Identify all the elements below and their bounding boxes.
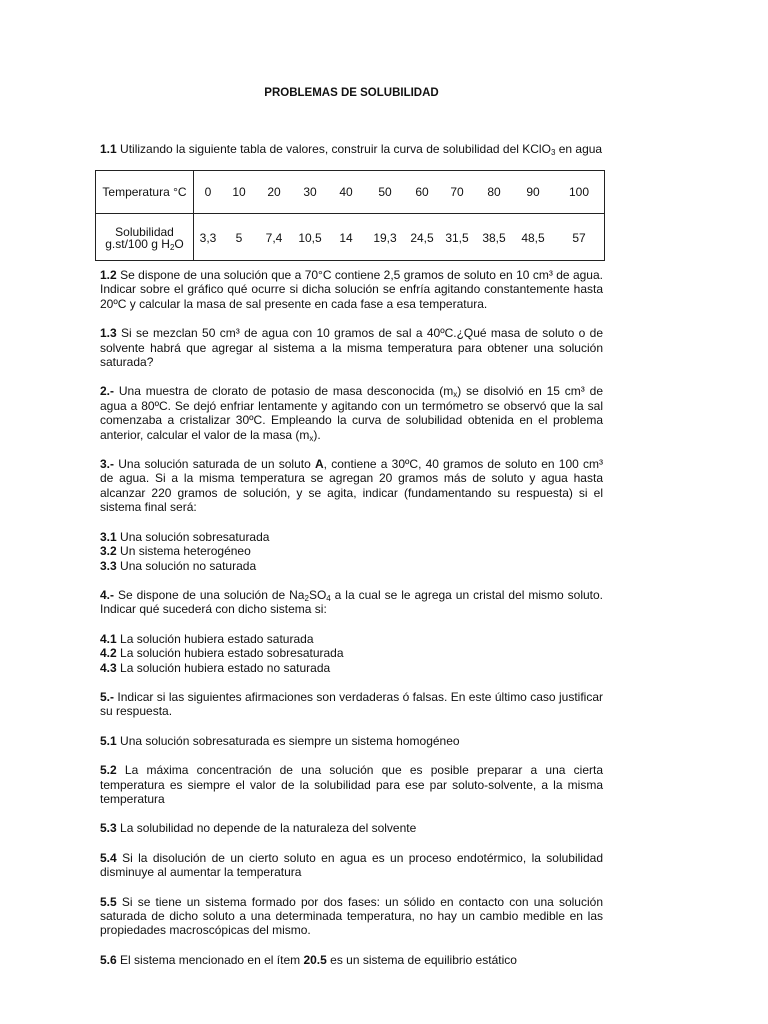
- item-text: La solución hubiera estado saturada: [120, 631, 314, 646]
- table-cell: 80: [476, 171, 512, 214]
- table-cell: 90: [512, 171, 554, 214]
- statement-5-1: [100, 734, 603, 748]
- subscript: 3: [550, 148, 556, 157]
- table-cell: 0: [194, 171, 223, 214]
- table-header-temperature: Temperatura °C: [96, 171, 194, 214]
- item-text: El sistema mencionado en el ítem: [120, 952, 304, 967]
- table-cell: 60: [406, 171, 438, 214]
- problem-4-options: [100, 632, 603, 675]
- header-line-1: Solubilidad: [115, 225, 174, 239]
- table-cell: 3,3: [194, 214, 223, 261]
- table-row-temperature: [96, 171, 605, 214]
- problem-text-tail: en agua: [555, 142, 603, 156]
- item-text: Una solución no saturada: [120, 558, 257, 573]
- table-cell: 7,4: [256, 214, 292, 261]
- table-cell: 14: [328, 214, 364, 261]
- item-text: La máxima concentración de una solución que es posible preparar a una cierta temperatura es siempre el valor de la solubilidad para ese par soluto-solvente, a la misma temperatura: [100, 763, 603, 806]
- table-cell: 48,5: [512, 214, 554, 261]
- statement-5-3: [100, 821, 603, 835]
- problem-text: Si se mezclan 50 cm³ de agua con 10 gramos de sal a 40ºC.¿Qué masa de soluto o de solvente habrá que agregar al sistema a la misma temperatura para obtener una solución saturada?: [100, 326, 603, 370]
- problem-text: Se dispone de una solución que a 70°C contiene 2,5 gramos de soluto en 10 cm³ de agua. Indicar sobre el gráfico qué ocurre si dicha solución se enfría agitando constantemente hasta 20ºC y calcular la masa de sal presente en cada fase a esa temperatura.: [100, 268, 603, 311]
- problem-number: 5.-: [100, 689, 115, 704]
- problem-text: SO: [308, 587, 327, 602]
- table-cell: 38,5: [476, 214, 512, 261]
- item-number: 4.2: [100, 646, 117, 661]
- table-cell: 50: [364, 171, 406, 214]
- item-number: 3.2: [100, 544, 117, 559]
- item-text: Una solución sobresaturada: [120, 529, 270, 544]
- item-text: Una solución sobresaturada es siempre un sistema homogéneo: [120, 733, 460, 748]
- problem-1-2: [100, 268, 603, 311]
- item-text: Si la disolución de un cierto soluto en agua es un proceso endotérmico, la solubilidad disminuye al aumentar la temperatura: [100, 850, 603, 880]
- problem-3-options: [100, 530, 603, 573]
- problem-1-1: [100, 142, 603, 156]
- item-number: 5.1: [100, 733, 117, 748]
- table-cell: 40: [328, 171, 364, 214]
- problem-text: Una solución saturada de un soluto: [114, 457, 315, 472]
- table-cell: 5: [222, 214, 256, 261]
- problem-text: Utilizando la siguiente tabla de valores, construir la curva de solubilidad del KClO: [120, 142, 551, 156]
- problem-text: Se dispone de una solución de Na: [114, 587, 305, 602]
- item-text: es un sistema de equilibrio estático: [326, 952, 517, 967]
- problem-2: [100, 384, 603, 442]
- subscript: 2: [169, 243, 175, 252]
- subscript: 4: [326, 593, 331, 603]
- problem-number: 4.-: [100, 587, 115, 602]
- problem-text: ) se disolvió en 15 cm³ de agua a 80ºC. Se dejó enfriar lentamente y agitando con un termómetro se observó que la sal comenzaba a cristalizar 30ºC. Empleando la curva de solubilidad obtenida en el problema anterior, calcular el valor de la masa (m: [100, 384, 603, 442]
- problem-number: 3.-: [100, 457, 115, 472]
- table-cell: 10: [222, 171, 256, 214]
- table-row-solubility: [96, 214, 605, 261]
- item-text: La solución hubiera estado sobresaturada: [120, 646, 344, 661]
- problem-text: Una muestra de clorato de potasio de masa desconocida (m: [114, 384, 454, 399]
- item-number: 3.1: [100, 529, 117, 544]
- list-item: [100, 632, 603, 646]
- list-item: [100, 661, 603, 675]
- problem-number: 1.2: [100, 268, 117, 282]
- problem-number: 1.3: [100, 326, 117, 341]
- item-number: 3.3: [100, 558, 117, 573]
- list-item: [100, 544, 603, 558]
- problem-text: , contiene a 30ºC, 40 gramos de soluto en 100 cm³ de agua. Si a la misma temperatura se agregan 20 gramos más de soluto y agua hasta alcanzar 220 gramos de solución, y se agita, indicar (fundamentando su respuesta) si el sistema final será:: [100, 457, 604, 515]
- item-number: 5.6: [100, 952, 117, 967]
- table-cell: 10,5: [292, 214, 328, 261]
- statement-5-5: [100, 895, 603, 938]
- item-number: 5.5: [100, 894, 117, 909]
- statement-5-2: [100, 763, 603, 806]
- item-number: 5.3: [100, 821, 117, 836]
- item-number: 4.3: [100, 660, 117, 675]
- table-header-solubility: [96, 214, 194, 261]
- problem-text: Indicar si las siguientes afirmaciones son verdaderas ó falsas. En este último caso justificar su respuesta.: [100, 689, 603, 719]
- problem-text: a la cual se le agrega un cristal del mismo soluto. Indicar qué sucederá con dicho sistema si:: [100, 587, 603, 617]
- document-title: PROBLEMAS DE SOLUBILIDAD: [264, 87, 439, 99]
- problem-number: 2.-: [100, 384, 115, 399]
- item-text: La solubilidad no depende de la naturaleza del solvente: [120, 821, 417, 836]
- subscript: x: [453, 390, 458, 400]
- solute-label: A: [314, 457, 324, 472]
- item-number: 5.2: [100, 763, 117, 778]
- subscript: x: [309, 433, 314, 443]
- list-item: [100, 559, 603, 573]
- problem-5: [100, 690, 603, 719]
- problem-4: [100, 588, 603, 617]
- table-cell: 70: [438, 171, 476, 214]
- table-cell: 30: [292, 171, 328, 214]
- problem-1-3: [100, 326, 603, 369]
- solubility-table: [95, 170, 605, 261]
- subscript: 2: [304, 593, 309, 603]
- problem-3: [100, 457, 603, 515]
- problem-number: 1.1: [100, 142, 117, 156]
- item-text: La solución hubiera estado no saturada: [120, 660, 331, 675]
- problem-text: ).: [313, 427, 321, 442]
- header-line-2-tail: O: [174, 237, 184, 251]
- table-cell: 31,5: [438, 214, 476, 261]
- item-text: Un sistema heterogéneo: [120, 544, 251, 559]
- item-reference: 20.5: [303, 952, 327, 967]
- document-body: [100, 268, 603, 967]
- table-cell: 57: [554, 214, 605, 261]
- list-item: [100, 530, 603, 544]
- statement-5-4: [100, 851, 603, 880]
- item-text: Si se tiene un sistema formado por dos fases: un sólido en contacto con una solución saturada de dicho soluto a una determinada temperatura, no hay un cambio medible en las propiedades macroscópicas del mismo.: [100, 894, 603, 938]
- table-cell: 100: [554, 171, 605, 214]
- header-line-2: g.st/100 g H: [105, 237, 170, 251]
- item-number: 5.4: [100, 850, 117, 865]
- list-item: [100, 646, 603, 660]
- item-number: 4.1: [100, 631, 117, 646]
- statement-5-6: [100, 953, 603, 967]
- table-cell: 19,3: [364, 214, 406, 261]
- table-cell: 20: [256, 171, 292, 214]
- table-cell: 24,5: [406, 214, 438, 261]
